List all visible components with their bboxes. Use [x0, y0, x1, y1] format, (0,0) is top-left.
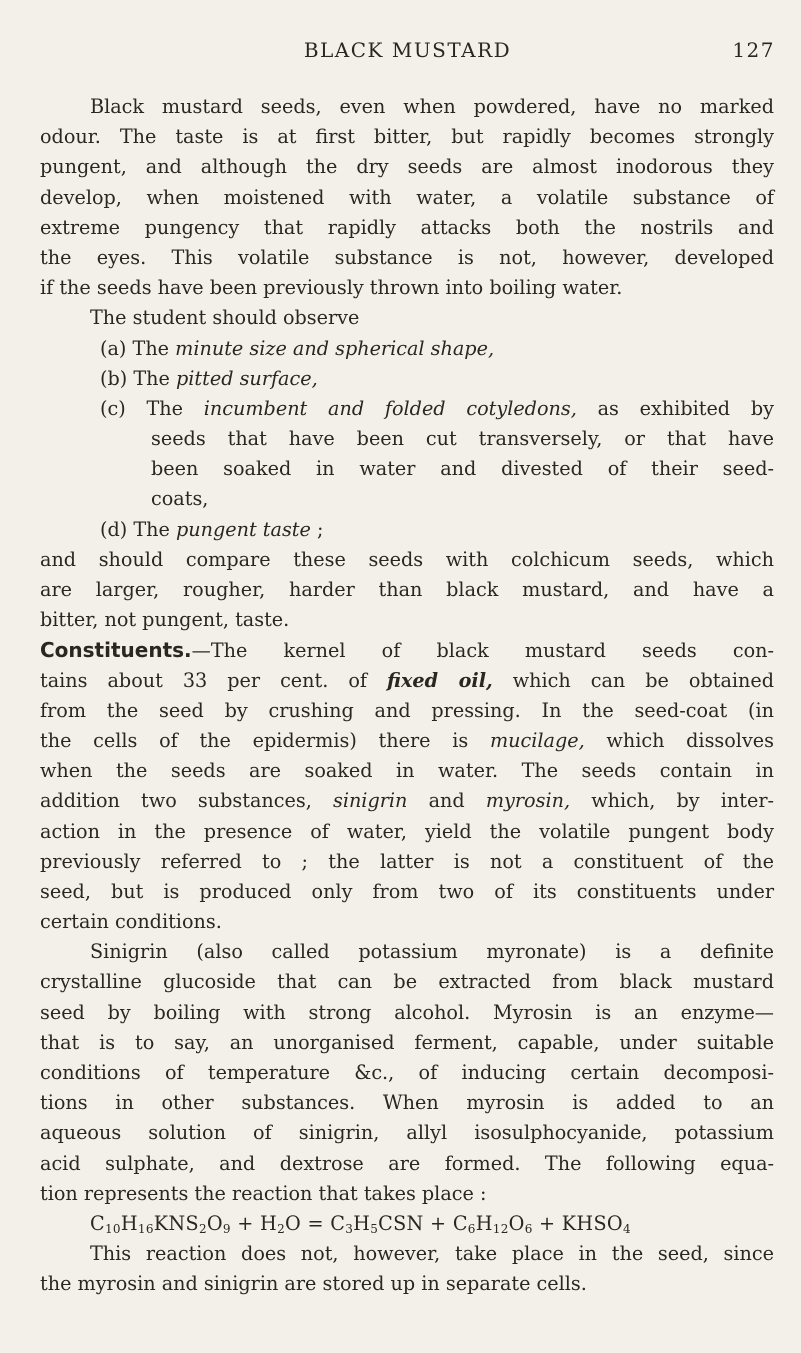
- item-rest: as exhibited by: [597, 396, 774, 420]
- text-line: bitter, not pungent, taste.: [40, 608, 290, 632]
- text-line: the eyes. This volatile substance is not, however, developed: [40, 245, 774, 269]
- eq-part: H: [120, 1211, 138, 1235]
- chemical-equation: [40, 1209, 774, 1239]
- text-line: the myrosin and sinigrin are stored up in separate cells.: [40, 1272, 587, 1296]
- text-line: from the seed by crushing and pressing. In the seed-coat (in: [40, 698, 774, 722]
- eq-part: + KHSO: [532, 1211, 623, 1235]
- text-line: action in the presence of water, yield the volatile pungent body: [40, 819, 774, 843]
- text-line: if the seeds have been previously thrown into boiling water.: [40, 276, 623, 300]
- eq-part: O: [206, 1211, 223, 1235]
- eq-part: O = C: [285, 1211, 346, 1235]
- text-line: extreme pungency that rapidly attacks both the nostrils and: [40, 215, 774, 239]
- item-term: pungent taste: [176, 517, 311, 541]
- text-line: and should compare these seeds with colchicum seeds, which: [40, 547, 774, 571]
- text-line: aqueous solution of sinigrin, allyl isosulphocyanide, potassium: [40, 1121, 774, 1145]
- text-line: [40, 635, 774, 665]
- item-mark: (d): [100, 517, 128, 541]
- text-line: Sinigrin (also called potassium myronate) is a definite: [90, 940, 774, 964]
- text-span: tains about 33 per cent. of: [40, 668, 367, 692]
- list-item: [40, 394, 774, 424]
- eq-subscript: 2: [277, 1221, 286, 1236]
- eq-subscript: 10: [104, 1221, 121, 1236]
- text-line: develop, when moistened with water, a volatile substance of: [40, 185, 774, 209]
- emphasis-term: mucilage,: [489, 728, 585, 752]
- eq-part: KNS: [153, 1211, 199, 1235]
- running-title: BLACK MUSTARD: [303, 38, 512, 62]
- text-line: [40, 786, 774, 816]
- item-term: incumbent and folded cotyledons,: [203, 396, 577, 420]
- item-mark: (b): [100, 366, 128, 390]
- item-lead: The: [146, 396, 183, 420]
- text-span: —The kernel of black mustard seeds con-: [191, 639, 774, 663]
- item-mark: (a): [100, 336, 127, 360]
- text-line: when the seeds are soaked in water. The seeds contain in: [40, 759, 774, 783]
- eq-subscript: 4: [622, 1221, 631, 1236]
- text-line: The student should observe: [90, 306, 360, 330]
- eq-part: H: [475, 1211, 493, 1235]
- eq-subscript: 2: [198, 1221, 207, 1236]
- text-line: seeds that have been cut transversely, or that have: [151, 427, 774, 451]
- eq-subscript: 5: [370, 1221, 379, 1236]
- body-text: [40, 92, 774, 1300]
- running-head: [40, 38, 775, 68]
- text-span: which, by inter-: [591, 789, 774, 813]
- text-line: previously referred to ; the latter is not a constituent of the: [40, 849, 774, 873]
- text-line: pungent, and although the dry seeds are almost inodorous they: [40, 155, 774, 179]
- emphasis-term: myrosin,: [485, 789, 571, 813]
- eq-subscript: 6: [524, 1221, 533, 1236]
- text-line: crystalline glucoside that can be extracted from black mustard: [40, 970, 774, 994]
- text-line: conditions of temperature &c., of inducing certain decomposi-: [40, 1061, 774, 1084]
- item-term: minute size and spherical shape,: [175, 336, 495, 360]
- text-line: are larger, rougher, harder than black mustard, and have a: [40, 578, 774, 601]
- list-item: [40, 334, 774, 364]
- text-span: which dissolves: [606, 728, 774, 752]
- text-line: tion represents the reaction that takes place :: [40, 1181, 487, 1205]
- item-lead: The: [133, 366, 170, 390]
- list-item: [40, 364, 774, 394]
- eq-subscript: 6: [467, 1221, 476, 1236]
- eq-part: CSN + C: [378, 1211, 468, 1235]
- text-line: been soaked in water and divested of their seed-: [151, 457, 774, 481]
- text-span: and: [428, 789, 465, 813]
- emphasis-term: fixed oil,: [387, 668, 493, 692]
- text-line: [40, 726, 774, 756]
- page-number: 127: [732, 38, 775, 62]
- text-line: Black mustard seeds, even when powdered, have no marked: [90, 95, 774, 118]
- item-term: pitted surface,: [176, 366, 318, 390]
- text-span: which can be obtained: [512, 668, 775, 692]
- text-line: odour. The taste is at first bitter, but rapidly becomes strongly: [40, 125, 774, 149]
- text-line: acid sulphate, and dextrose are formed. The following equa-: [40, 1151, 774, 1175]
- eq-subscript: 3: [345, 1221, 354, 1236]
- eq-subscript: 12: [492, 1221, 509, 1236]
- eq-part: H: [353, 1211, 371, 1235]
- item-lead: The: [132, 336, 170, 360]
- text-line: certain conditions.: [40, 910, 222, 934]
- emphasis-term: sinigrin: [332, 789, 408, 813]
- text-line: that is to say, an unorganised ferment, capable, under suitable: [40, 1030, 774, 1054]
- section-heading: Constituents.: [40, 638, 192, 663]
- eq-part: O: [508, 1211, 525, 1235]
- text-line: seed, but is produced only from two of its constituents under: [40, 879, 774, 903]
- text-span: addition two substances,: [40, 789, 312, 813]
- text-line: seed by boiling with strong alcohol. Myrosin is an enzyme—: [40, 1000, 774, 1024]
- text-line: [40, 666, 774, 696]
- text-line: coats,: [151, 487, 209, 511]
- eq-part: + H: [230, 1211, 278, 1235]
- list-item: [40, 515, 774, 545]
- eq-subscript: 16: [137, 1221, 154, 1236]
- item-rest: ;: [316, 517, 324, 541]
- eq-subscript: 9: [222, 1221, 231, 1236]
- text-line: tions in other substances. When myrosin is added to an: [40, 1091, 774, 1115]
- eq-part: C: [90, 1211, 105, 1235]
- item-mark: (c): [100, 396, 126, 420]
- item-lead: The: [133, 517, 170, 541]
- text-line: This reaction does not, however, take place in the seed, since: [90, 1242, 774, 1266]
- text-span: the cells of the epidermis) there is: [40, 728, 469, 752]
